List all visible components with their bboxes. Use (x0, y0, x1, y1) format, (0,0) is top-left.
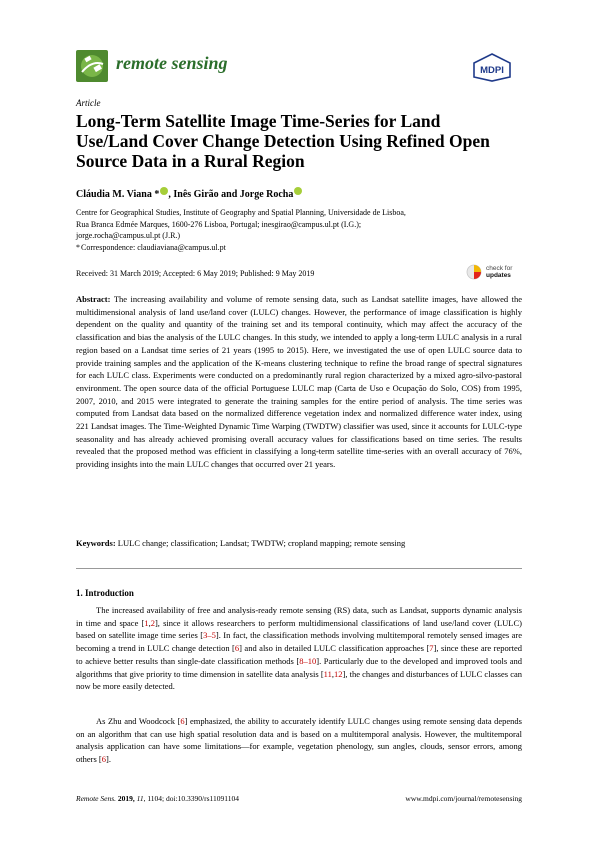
affiliation-line: Rua Branca Edmée Marques, 1600-276 Lisboa, Portugal; inesgirao@campus.ul.pt (I.G.); (76, 219, 362, 229)
abstract-label: Abstract: (76, 294, 111, 304)
paragraph-text: ]. Particularly due to the developed and improved tools and algorithms that give priority to time dimension in satellite data analysis [ (76, 655, 522, 679)
citation-link[interactable]: 7 (429, 643, 434, 654)
orcid-icon[interactable] (294, 187, 302, 195)
article-type: Article (76, 98, 101, 108)
footer-volume: 11, (134, 794, 146, 803)
paragraph-text: As Zhu and Woodcock [ (96, 716, 181, 726)
paragraph-text: ], since these are reported to achieve better results than single-date classification methods [ (76, 643, 522, 666)
author-name: Jorge Rocha (239, 189, 294, 200)
satellite-logo-icon (76, 50, 108, 82)
paragraph-text: , (148, 617, 151, 628)
check-for-updates-line: check for (486, 265, 513, 272)
citation-link[interactable]: 3–5 (203, 630, 216, 641)
author-name: Inês Girão (173, 189, 219, 200)
citation-link[interactable]: 1 (144, 617, 149, 628)
paragraph-text: ]. In fact, the classification methods involving multitemporal remotely sensed images are becoming a trend in LULC change detection [ (76, 630, 522, 654)
citation-link[interactable]: 11 (323, 668, 332, 679)
mdpi-logo-icon (470, 52, 514, 82)
affiliation-line: jorge.rocha@campus.ul.pt (J.R.) (76, 231, 181, 240)
keywords (76, 537, 522, 550)
citation-link[interactable]: 6 (234, 643, 240, 654)
publisher-name: MDPI (480, 65, 504, 76)
correspondence-text: Correspondence: claudiaviana@campus.ul.pt (81, 242, 226, 252)
paragraph-text: , (331, 668, 334, 679)
footer-doi: 1104; doi:10.3390/rs11091104 (145, 794, 239, 803)
keywords-label: Keywords: (76, 538, 116, 548)
affiliation-block (76, 207, 516, 253)
abstract-text: The increasing availability and volume of remote sensing data, such as Landsat satellite images, have allowed the multidimensional analysis of land use/land cover (LULC) changes. However, the performance of image classification is highly dependent on the quality and quantity of the training set and its temporal continuity, which may affect the accuracy of the classification and bias the analysis of the LULC changes. In this study, we intended to apply a long-term LULC analysis in a rural region based on a Landsat time series of 21 years (1995 to 2015). Here, we investigated the use of open LULC source data to provide training samples and the application of the K-means clustering technique to refine the broad range of spectral signatures for each LULC class. Experiments were conducted on a predominantly rural region characterized by a mixed agro-silvo-pastoral environment. The open source data of the official Portuguese LULC map (Carta de Uso e Ocupação do Solo, COS) from 1995, 2007, 2010, and 2015 were integrated to generate the training samples for the entire period of analysis. The time series was computed from Landsat data based on the normalized difference vegetation index and normalized difference water index, using 221 Landsat images. The Time-Weighted Dynamic Time Warping (TWDTW) classifier was used, since it accounts for LULC-type seasonality and has already achieved promising overall accuracy values for classifications based on time series. The results revealed that the proposed method was efficient in classifying a long-term satellite time-series with an overall accuracy of 76%, providing insights into the main LULC changes that occurred over 21 years. (76, 294, 522, 470)
author-separator: , (168, 189, 174, 200)
section-heading: 1. Introduction (76, 588, 134, 598)
check-for-updates-line: updates (486, 272, 511, 279)
correspondence-marker: * (76, 242, 80, 252)
paragraph-text: The increased availability of free and analysis-ready remote sensing (RS) data, such as Landsat, supports dynamic analysis in time and space [ (76, 605, 522, 628)
affiliation-line: Centre for Geographical Studies, Institute of Geography and Spatial Planning, Universidade de Lisboa, (76, 208, 406, 217)
paragraph-text: ], the changes and disturbances of LULC classes can now be more easily detected. (76, 668, 522, 692)
paragraph-text: ], since it allows researchers to perform multidimensional classifications of land use/land cover (LULC) based on satellite image time series [ (76, 617, 522, 641)
article-title: Long-Term Satellite Image Time-Series for Land Use/Land Cover Change Detection Using Refined Open Source Data in a Rural Region (76, 111, 490, 171)
citation-link[interactable]: 2 (150, 617, 155, 628)
footer-citation (76, 794, 239, 803)
footer-url[interactable]: www.mdpi.com/journal/remotesensing (405, 794, 522, 803)
intro-paragraph (76, 604, 522, 693)
citation-link[interactable]: 12 (333, 668, 343, 679)
abstract (76, 293, 522, 471)
citation-link[interactable]: 6 (180, 716, 185, 726)
footer-journal: Remote Sens. (76, 794, 116, 803)
citation-link[interactable]: 8–10 (299, 655, 317, 666)
publication-dates: Received: 31 March 2019; Accepted: 6 May 2019; Published: 9 May 2019 (76, 269, 315, 278)
author-list (76, 187, 302, 200)
author-separator: and (218, 189, 240, 200)
paragraph-text: ] and also in detailed LULC classification approaches [ (239, 643, 430, 654)
intro-paragraph (76, 715, 522, 766)
paragraph-text: ] emphasized, the ability to accurately identify LULC changes using remote sensing data depends on an algorithm that can use high spatial resolution data and is based on a multitemporal analysis. However, the multitemporal analysis application can have some limitations—for example, vegetation phenology, sun angles, clouds, sensor errors, among others [ (76, 716, 522, 765)
correspondence-line (76, 242, 516, 254)
footer-year: 2019, (116, 794, 135, 803)
citation-link[interactable]: 6 (101, 754, 106, 765)
section-divider (76, 568, 522, 569)
author-name: Cláudia M. Viana * (76, 189, 160, 200)
paragraph-text: ]. (105, 754, 111, 765)
keywords-text: LULC change; classification; Landsat; TWDTW; cropland mapping; remote sensing (115, 538, 406, 548)
journal-name: remote sensing (116, 53, 228, 73)
check-for-updates-label[interactable] (486, 265, 512, 279)
